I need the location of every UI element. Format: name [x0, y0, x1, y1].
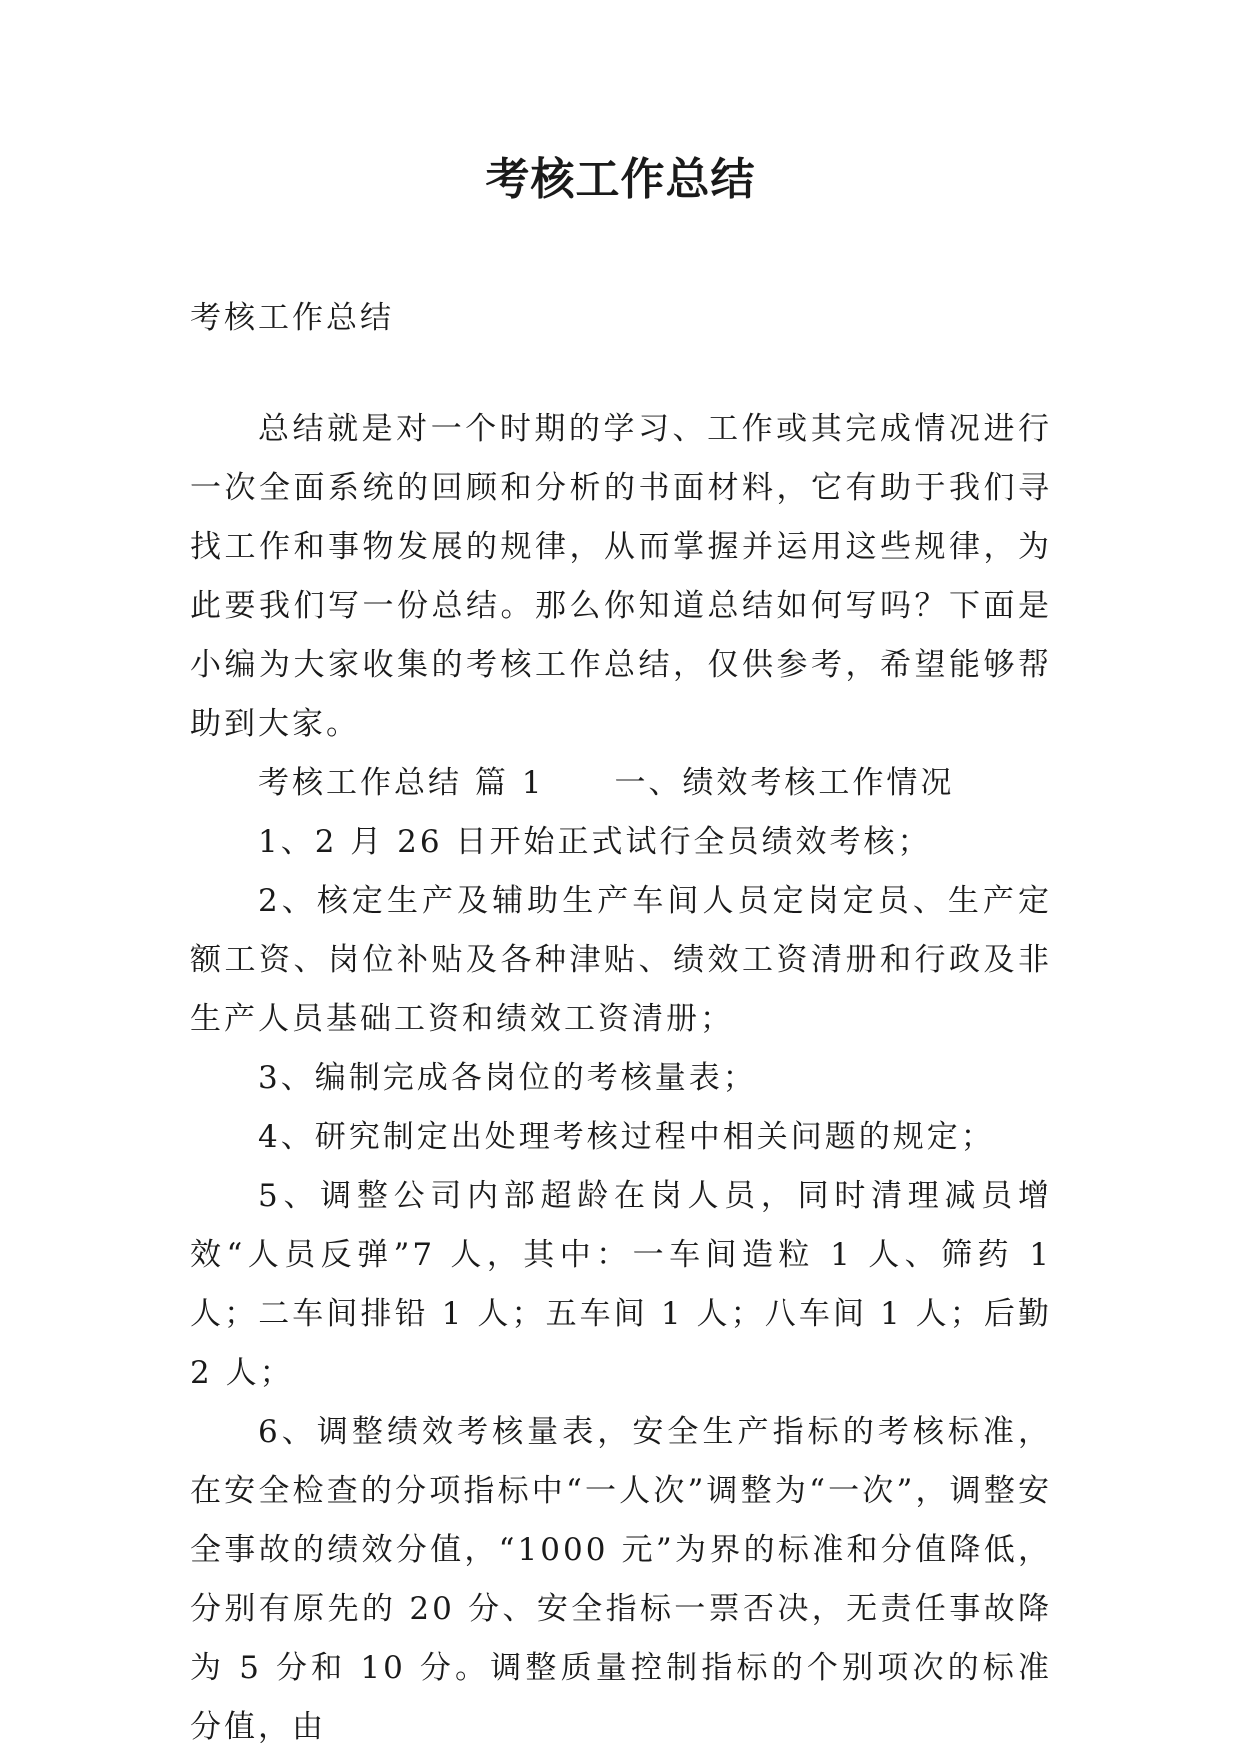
list-item: 1、2 月 26 日开始正式试行全员绩效考核；: [258, 824, 932, 860]
document-subtitle: 考核工作总结: [190, 300, 394, 336]
part-label: 考核工作总结 篇 1: [258, 765, 545, 801]
list-item: 2、核定生产及辅助生产车间人员定岗定员、生产定额工资、岗位补贴及各种津贴、绩效工资清册和行政及非生产人员基础工资和绩效工资清册；: [190, 883, 1052, 1037]
section-heading-line: [190, 754, 1052, 813]
document-body: [190, 400, 1052, 1757]
document-title: 考核工作总结: [485, 154, 756, 205]
list-item: 3、编制完成各岗位的考核量表；: [258, 1060, 757, 1096]
list-item: 4、研究制定出处理考核过程中相关问题的规定；: [258, 1119, 995, 1155]
intro-paragraph: 总结就是对一个时期的学习、工作或其完成情况进行一次全面系统的回顾和分析的书面材料，它有助于我们寻找工作和事物发展的规律，从而掌握并运用这些规律，为此要我们写一份总结。那么你知道总结如何写吗？下面是小编为大家收集的考核工作总结，仅供参考，希望能够帮助到大家。: [190, 411, 1052, 742]
list-item: 5、调整公司内部超龄在岗人员，同时清理减员增效“人员反弹”7 人，其中：一车间造粒 1 人、筛药 1 人；二车间排铅 1 人；五车间 1 人；八车间 1 人；后勤 2 人；: [190, 1178, 1052, 1391]
section-title: 一、绩效考核工作情况: [614, 765, 955, 801]
list-item: 6、调整绩效考核量表，安全生产指标的考核标准，在安全检查的分项指标中“一人次”调整为“一次”，调整安全事故的绩效分值，“1000 元”为界的标准和分值降低，分别有原先的 20 分、安全指标一票否决，无责任事故降为 5 分和 10 分。调整质量控制指标的个别项次的标准分值，由: [190, 1414, 1052, 1745]
